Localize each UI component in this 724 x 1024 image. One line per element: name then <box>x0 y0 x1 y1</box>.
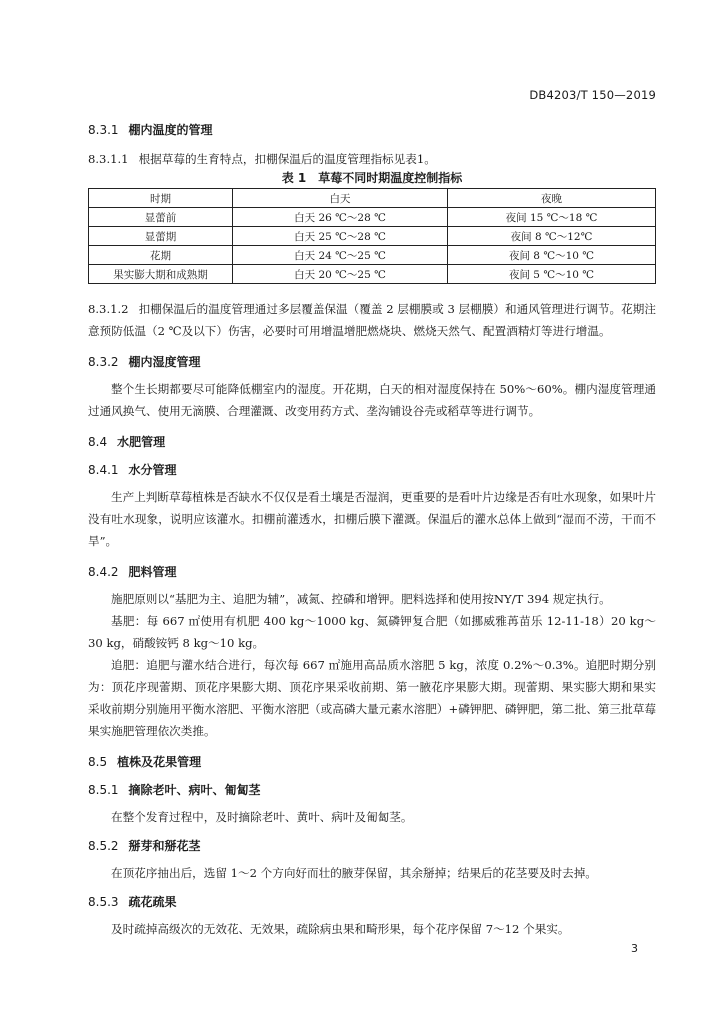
table-header-night: 夜晚 <box>448 189 656 208</box>
document-standard-id: DB4203/T 150—2019 <box>529 88 656 102</box>
clause-text: 根据草莓的生育特点，扣棚保温后的温度管理指标见表1。 <box>138 152 436 166</box>
section-number: 8.5 <box>88 755 108 769</box>
section-title: 棚内温度的管理 <box>128 123 213 137</box>
section-number: 8.4.1 <box>88 463 119 477</box>
clause-8-3-1-1 <box>88 148 656 170</box>
table-cell: 显蕾前 <box>89 208 233 227</box>
clause-number: 8.3.1.2 <box>88 302 129 316</box>
table-row <box>89 208 656 227</box>
clause-text: 扣棚保温后的温度管理通过多层覆盖保温（覆盖 2 层棚膜或 3 层棚膜）和通风管理进行调节。花期注意预防低温（2 ℃及以下）伤害，必要时可用增温增肥燃烧块、燃烧天然气、配置酒精灯等进行增温。 <box>88 302 656 338</box>
table-cell: 白天 25 ℃～28 ℃ <box>233 227 448 246</box>
table-row <box>89 227 656 246</box>
section-number: 8.5.3 <box>88 895 119 909</box>
paragraph-base-fertilizer: 基肥：每 667 ㎡使用有机肥 400 kg～1000 kg、氮磷钾复合肥（如挪威雅苒苗乐 12-11-18）20 kg～30 kg，硝酸铵钙 8 kg～10 kg。 <box>88 614 656 650</box>
paragraph-bud-removal: 在顶花序抽出后，选留 1～2 个方向好而壮的腋芽保留，其余掰掉；结果后的花茎要及时去掉。 <box>111 866 597 880</box>
section-number: 8.5.2 <box>88 839 119 853</box>
section-number: 8.3.2 <box>88 355 119 369</box>
paragraph-thinning: 及时疏掉高级次的无效花、无效果，疏除病虫果和畸形果，每个花序保留 7～12 个果实。 <box>111 922 570 936</box>
table-cell: 白天 26 ℃～28 ℃ <box>233 208 448 227</box>
paragraph-humidity: 整个生长期都要尽可能降低棚室内的湿度。开花期，白天的相对湿度保持在 50%～60%。棚内湿度管理通过通风换气、使用无滴膜、合理灌溉、改变用药方式、垄沟铺设谷壳或稻草等进行调节。 <box>88 382 656 418</box>
clause-8-3-1-2 <box>88 298 656 342</box>
table-cell: 白天 20 ℃～25 ℃ <box>233 265 448 284</box>
paragraph-topdressing: 追肥：追肥与灌水结合进行，每次每 667 ㎡施用高品质水溶肥 5 kg，浓度 0.2%～0.3%。追肥时期分别为：顶花序现蕾期、顶花序果膨大期、顶花序果采收前期、第一腋花序果膨大期。现蕾期、果实膨大期和果实采收前期分别施用平衡水溶肥、平衡水溶肥（或高磷大量元素水溶肥）+磷钾肥、磷钾肥，第二批、第三批草莓果实施肥管理依次类推。 <box>88 658 656 738</box>
heading-8-5-3 <box>88 894 656 910</box>
heading-8-4-2 <box>88 564 656 580</box>
heading-8-4-1 <box>88 462 656 478</box>
table-caption: 表 1 草莓不同时期温度控制指标 <box>281 171 463 185</box>
page-content <box>88 118 656 940</box>
heading-8-5-2 <box>88 838 656 854</box>
paragraph-fertilizer-principle: 施肥原则以“基肥为主、追肥为辅”，减氮、控磷和增钾。肥料选择和使用按NY/T 394 规定执行。 <box>111 592 611 606</box>
heading-8-3-2 <box>88 354 656 370</box>
heading-8-5 <box>88 754 656 770</box>
paragraph-water: 生产上判断草莓植株是否缺水不仅仅是看土壤是否湿润，更重要的是看叶片边缘是否有吐水现象，如果叶片没有吐水现象，说明应该灌水。扣棚前灌透水，扣棚后膜下灌溉。保温后的灌水总体上做到“湿而不涝，干而不旱”。 <box>88 490 656 548</box>
section-number: 8.3.1 <box>88 123 119 137</box>
table-header-row <box>89 189 656 208</box>
table-cell: 花期 <box>89 246 233 265</box>
heading-8-3-1 <box>88 122 656 138</box>
clause-number: 8.3.1.1 <box>88 152 129 166</box>
section-title: 肥料管理 <box>128 565 177 579</box>
table-cell: 夜间 15 ℃～18 ℃ <box>448 208 656 227</box>
section-number: 8.4 <box>88 435 108 449</box>
table-cell: 夜间 8 ℃～10 ℃ <box>448 246 656 265</box>
page-number: 3 <box>631 942 638 955</box>
table-row <box>89 265 656 284</box>
table-cell: 夜间 8 ℃～12℃ <box>448 227 656 246</box>
table-cell: 显蕾期 <box>89 227 233 246</box>
heading-8-5-1 <box>88 782 656 798</box>
section-title: 水肥管理 <box>117 435 166 449</box>
temperature-table <box>88 188 656 284</box>
heading-8-4 <box>88 434 656 450</box>
section-number: 8.5.1 <box>88 783 119 797</box>
section-title: 摘除老叶、病叶、匍匐茎 <box>128 783 261 797</box>
table-cell: 果实膨大期和成熟期 <box>89 265 233 284</box>
section-title: 植株及花果管理 <box>117 755 202 769</box>
table-cell: 白天 24 ℃～25 ℃ <box>233 246 448 265</box>
table-header-period: 时期 <box>89 189 233 208</box>
table-row <box>89 246 656 265</box>
section-title: 棚内湿度管理 <box>128 355 201 369</box>
section-title: 疏花疏果 <box>128 895 177 909</box>
table-cell: 夜间 5 ℃～10 ℃ <box>448 265 656 284</box>
section-number: 8.4.2 <box>88 565 119 579</box>
section-title: 水分管理 <box>128 463 177 477</box>
table-header-day: 白天 <box>233 189 448 208</box>
paragraph-leaf-removal: 在整个发育过程中，及时摘除老叶、黄叶、病叶及匍匐茎。 <box>111 810 413 824</box>
section-title: 掰芽和掰花茎 <box>128 839 201 853</box>
